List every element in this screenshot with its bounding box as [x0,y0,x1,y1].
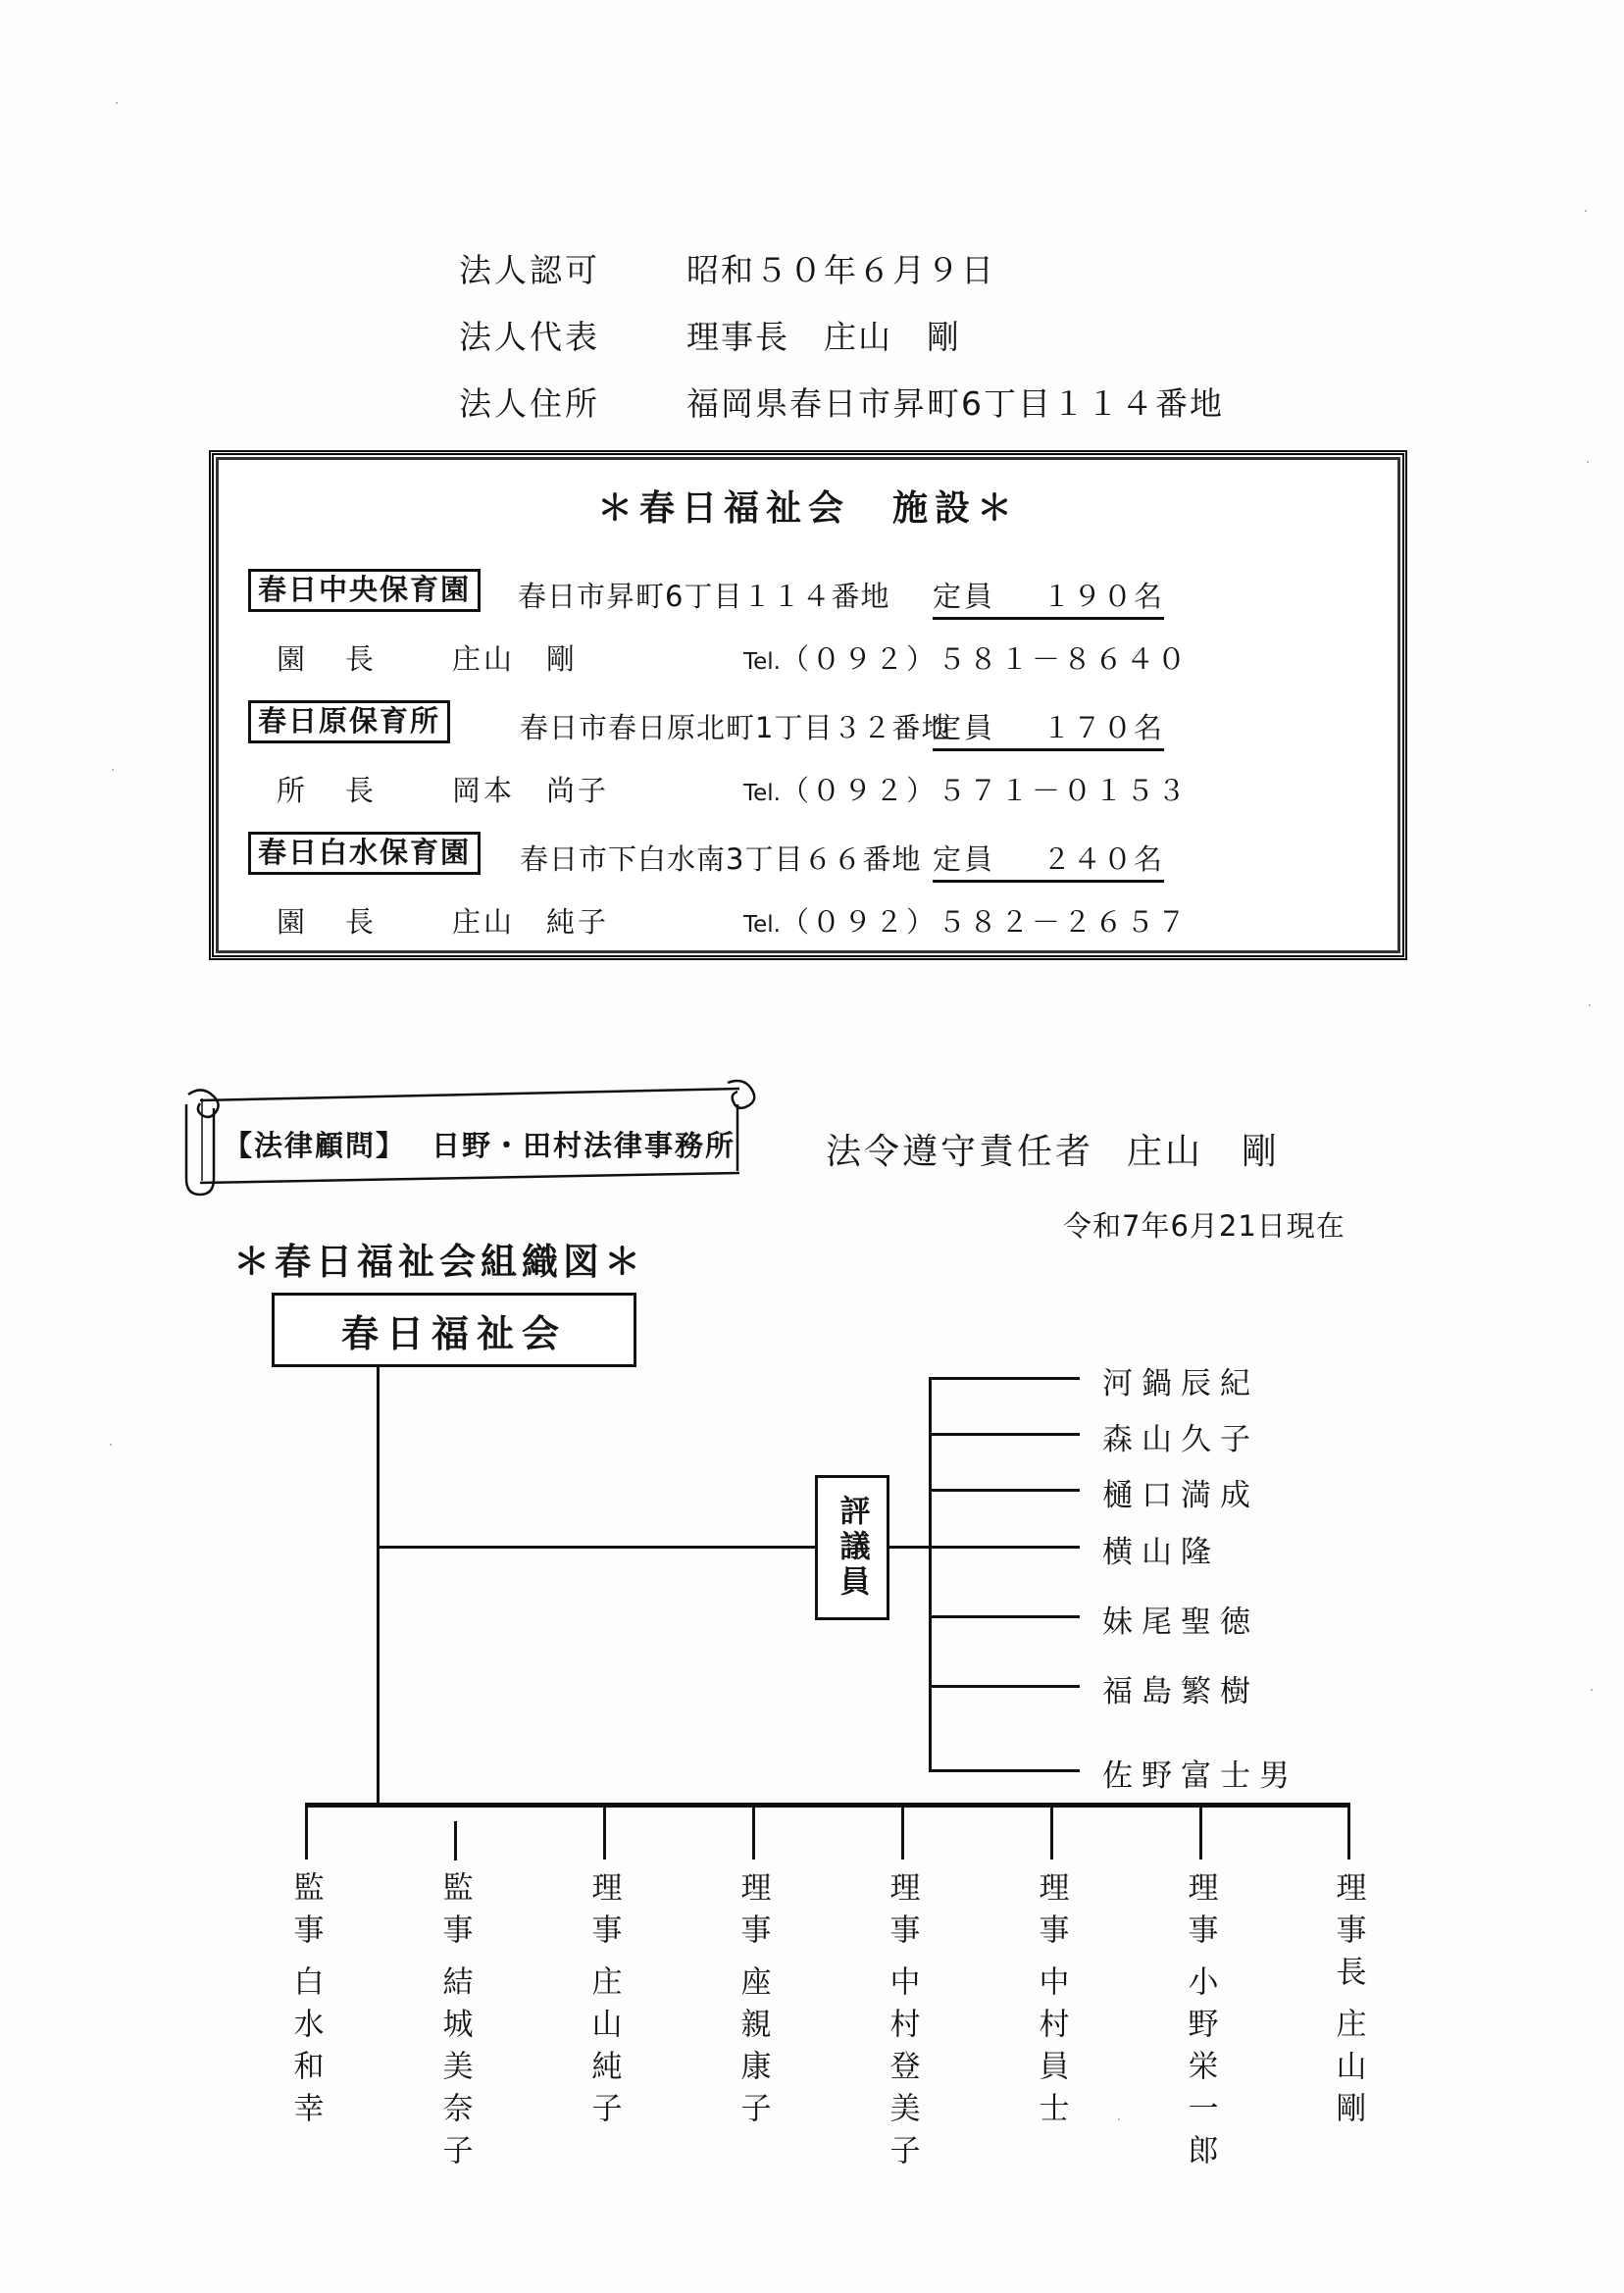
scan-speck [112,769,114,771]
facility-person-0: 庄山 剛 [452,642,579,676]
member-column-4 [879,1871,924,2180]
scan-speck [1591,1689,1593,1691]
facility-tel-1 [743,769,1189,809]
member-name-4: 中村登美子 [884,1965,920,2176]
org-chart-title: ＊春日福祉会組織図＊ [233,1241,645,1283]
councilor-lead-3 [929,1546,1080,1549]
telephone-icon: Tel. [743,912,781,938]
scan-speck [116,102,118,104]
scan-speck [1587,461,1589,463]
member-drop-2 [603,1803,606,1860]
member-column-7 [1325,1871,1370,2138]
facility-capacity-1 [933,706,1164,751]
facility-role-2: 園 長 [277,905,381,939]
member-drop-1 [454,1821,457,1860]
member-drop-4 [901,1803,904,1860]
capacity-label-1: 定員 [933,711,996,744]
member-column-5 [1028,1871,1073,2138]
facility-tel-number-1: （０９２）５７１－０１５３ [781,774,1190,807]
member-role-0: 監事 [287,1871,324,1956]
header-value-2: 福岡県春日市昇町6丁目１１４番地 [686,384,1224,423]
capacity-label-0: 定員 [933,580,996,613]
header-label-1: 法人代表 [459,318,600,356]
header-value-0: 昭和５０年６月９日 [686,251,995,289]
councilor-lead-2 [929,1489,1080,1492]
scan-speck [110,1444,112,1446]
member-role-4: 理事 [884,1871,920,1956]
member-role-6: 理事 [1182,1871,1218,1956]
facility-capacity-0 [933,575,1164,620]
facility-capacity-2 [933,838,1164,883]
member-drop-3 [752,1803,755,1860]
capacity-value-0: １９０名 [1042,580,1165,613]
facility-tel-2 [743,900,1189,941]
councilor-name-1: 森山久子 [1102,1422,1259,1457]
facility-name-0: 春日中央保育園 [248,569,481,612]
member-drop-7 [1347,1803,1350,1860]
facility-tel-0 [743,637,1189,678]
member-role-2: 理事 [585,1871,622,1956]
member-name-3: 座親康子 [735,1965,771,2134]
facility-person-2: 庄山 純子 [452,905,610,939]
councilor-lead-6 [929,1769,1080,1772]
facility-tel-number-2: （０９２）５８２－２６５７ [781,905,1190,939]
facility-role-0: 園 長 [277,642,381,676]
as-of-date: 令和7年6月21日現在 [1063,1209,1345,1243]
org-root-node: 春日福祉会 [272,1293,636,1367]
telephone-icon: Tel. [743,649,781,675]
legal-advisor-value: 日野・田村法律事務所 [431,1129,736,1162]
council-spine-line [929,1377,932,1769]
member-role-7: 理事長 [1330,1871,1366,1998]
councilor-name-2: 樋口満成 [1102,1478,1259,1513]
member-name-0: 白水和幸 [287,1965,324,2134]
legal-advisor-text [224,1124,736,1164]
member-drop-0 [305,1803,308,1860]
header-label-0: 法人認可 [459,251,600,289]
capacity-label-2: 定員 [933,842,996,876]
member-role-1: 監事 [436,1871,473,1956]
councilor-name-4: 妹尾聖徳 [1102,1605,1259,1640]
org-council-branch-line [377,1546,815,1549]
capacity-value-1: １７０名 [1042,711,1165,744]
councilor-lead-0 [929,1377,1080,1380]
facility-person-1: 岡本 尚子 [452,774,610,807]
compliance-label: 法令遵守責任者 [826,1132,1094,1172]
member-name-5: 中村員士 [1033,1965,1069,2134]
facility-name-1: 春日原保育所 [248,700,450,743]
facility-address-2: 春日市下白水南3丁目６６番地 [520,842,922,876]
facility-name-2: 春日白水保育園 [248,832,481,875]
member-column-2 [581,1871,626,2138]
councilor-lead-4 [929,1615,1080,1618]
councilor-name-3: 横山隆 [1102,1535,1220,1570]
legal-advisor-banner [165,1077,763,1204]
councilor-name-5: 福島繁樹 [1102,1674,1259,1709]
member-name-7: 庄山剛 [1330,2008,1366,2134]
header-label-2: 法人住所 [459,384,600,423]
council-node [815,1475,889,1620]
facilities-box-title: ＊春日福祉会 施設＊ [596,488,1019,529]
councilor-name-0: 河鍋辰紀 [1102,1366,1259,1401]
council-label: 評議員 [834,1495,870,1601]
facility-address-1: 春日市春日原北町1丁目３２番地 [520,711,951,744]
member-column-6 [1177,1871,1222,2180]
capacity-value-2: ２４０名 [1042,842,1165,876]
scan-speck [1589,1004,1591,1006]
telephone-icon: Tel. [743,781,781,806]
member-role-5: 理事 [1033,1871,1069,1956]
scan-speck [1118,2118,1120,2120]
councilor-name-6: 佐野富士男 [1102,1758,1298,1794]
org-members-bar [305,1803,1349,1808]
header-value-1: 理事長 庄山 剛 [686,318,961,356]
member-name-2: 庄山純子 [585,1965,622,2134]
council-out-line [889,1546,931,1549]
compliance-officer [826,1124,1280,1174]
member-column-1 [431,1871,477,2180]
member-name-6: 小野栄一郎 [1182,1965,1218,2176]
member-column-3 [730,1871,775,2138]
facility-role-1: 所 長 [277,774,381,807]
facilities-box [209,450,1407,960]
member-drop-6 [1199,1803,1202,1860]
councilor-lead-1 [929,1433,1080,1436]
member-name-1: 結城美奈子 [436,1965,473,2176]
member-role-3: 理事 [735,1871,771,1956]
councilor-lead-5 [929,1685,1080,1688]
scan-speck [1585,210,1587,212]
compliance-person: 庄山 剛 [1127,1132,1281,1172]
org-trunk-line [377,1367,380,1803]
legal-advisor-label: 【法律顧問】 [224,1129,407,1162]
member-drop-5 [1050,1803,1053,1860]
facility-tel-number-0: （０９２）５８１－８６４０ [781,642,1190,676]
member-column-0 [282,1871,328,2138]
facility-address-0: 春日市昇町6丁目１１４番地 [518,580,890,613]
